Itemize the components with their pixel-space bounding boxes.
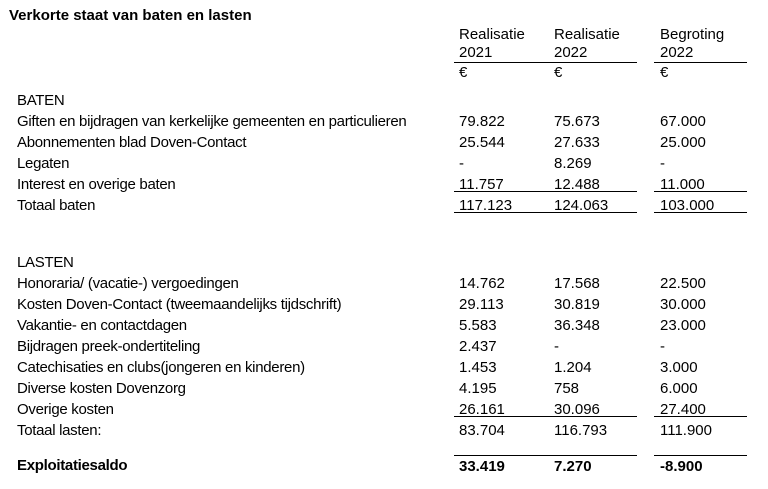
value-realisatie-2021: 1.453	[459, 359, 497, 376]
value-realisatie-2022: 758	[554, 380, 580, 397]
row-label: BATEN	[17, 92, 65, 109]
spacer-row	[9, 234, 768, 252]
value-realisatie-2021: 4.195	[459, 380, 497, 397]
row-label: Totaal baten	[17, 197, 96, 214]
value-realisatie-2022: 8.269	[554, 155, 592, 172]
value-realisatie-2022: -	[554, 338, 559, 355]
value-cols-1-2	[454, 357, 637, 375]
value-begroting-2022: 3.000	[660, 359, 698, 376]
value-realisatie-2021: 14.762	[459, 275, 505, 292]
value-cols-1-2	[454, 455, 637, 473]
column-gap	[637, 455, 654, 456]
row-label: Honoraria/ (vacatie-) vergoedingen	[17, 275, 239, 292]
value-cols-1-2	[454, 90, 637, 108]
table-header-row	[9, 26, 768, 63]
value-realisatie-2022: 36.348	[554, 317, 600, 334]
value-cols-1-2	[454, 336, 637, 354]
header-cols-realisatie	[454, 26, 637, 63]
value-realisatie-2021: 33.419	[459, 458, 505, 475]
table-row	[9, 336, 768, 357]
column-gap	[637, 252, 654, 253]
value-realisatie-2021: 25.544	[459, 134, 505, 151]
table-row	[9, 174, 768, 195]
value-cols-1-2	[454, 252, 637, 270]
row-label: Overige kosten	[17, 401, 114, 418]
value-cols-1-2	[454, 153, 637, 171]
value-realisatie-2022: 124.063	[554, 197, 609, 214]
value-begroting-2022: 11.000	[654, 174, 747, 192]
value-begroting-2022: 6.000	[660, 380, 698, 397]
value-realisatie-2021	[454, 252, 554, 270]
value-realisatie-2022: 17.568	[554, 275, 600, 292]
value-realisatie-2021: 83.704	[459, 422, 505, 439]
value-realisatie-2022: 1.204	[554, 359, 592, 376]
value-realisatie-2022: 30.096	[554, 401, 600, 418]
table-row	[9, 315, 768, 336]
spacer-row	[9, 216, 768, 234]
row-label: Exploitatiesaldo	[17, 457, 128, 474]
value-realisatie-2022: 12.488	[554, 176, 600, 193]
value-realisatie-2021: 26.161	[459, 401, 505, 418]
row-label: Legaten	[17, 155, 70, 172]
page-title: Verkorte staat van baten en lasten	[9, 7, 252, 24]
row-label: Vakantie- en contactdagen	[17, 317, 187, 334]
total-row	[9, 195, 768, 216]
value-realisatie-2021: 5.583	[459, 317, 497, 334]
value-begroting-2022: 23.000	[660, 317, 706, 334]
value-realisatie-2021: 79.822	[459, 113, 505, 130]
row-label: Catechisaties en clubs(jongeren en kinderen)	[17, 359, 305, 376]
currency-symbol-col1: €	[459, 64, 468, 81]
value-realisatie-2021: -	[459, 155, 464, 172]
table-row	[9, 357, 768, 378]
value-begroting-2022: 30.000	[660, 296, 706, 313]
col3-header-line1: Begroting	[660, 26, 725, 43]
column-gap	[637, 399, 654, 400]
col3-header-line2: 2022	[660, 44, 694, 62]
row-label: Kosten Doven-Contact (tweemaandelijks tijdschrift)	[17, 296, 342, 313]
col-header-begroting-2022	[654, 26, 747, 63]
currency-row	[9, 63, 768, 85]
value-begroting-2022: 103.000	[654, 195, 747, 213]
column-gap	[637, 174, 654, 175]
value-cols-1-2	[454, 294, 637, 312]
column-gap	[637, 26, 654, 27]
column-gap	[637, 195, 654, 196]
currency-symbol-col2: €	[554, 64, 563, 81]
row-label: Bijdragen preek-ondertiteling	[17, 338, 201, 355]
currency-symbol-col3: €	[660, 64, 669, 81]
value-realisatie-2021	[454, 90, 554, 108]
value-begroting-2022: 22.500	[660, 275, 706, 292]
value-begroting-2022: 27.400	[654, 399, 747, 417]
value-begroting-2022: 67.000	[660, 113, 706, 130]
table-row	[9, 294, 768, 315]
section-header-row	[9, 252, 768, 273]
income-expense-table	[9, 26, 768, 476]
value-begroting-2022: -8.900	[654, 455, 747, 473]
value-cols-1-2	[454, 378, 637, 396]
value-begroting-2022	[654, 90, 747, 108]
column-gap	[637, 315, 654, 316]
value-realisatie-2021: 29.113	[459, 296, 504, 313]
value-realisatie-2022: 116.793	[554, 422, 608, 439]
value-cols-1-2	[454, 195, 637, 213]
column-gap	[637, 294, 654, 295]
table-row	[9, 273, 768, 294]
total-row	[9, 420, 768, 441]
column-gap	[637, 111, 654, 112]
value-cols-1-2	[454, 174, 637, 192]
value-realisatie-2022: 27.633	[554, 134, 600, 151]
column-gap	[637, 357, 654, 358]
column-gap	[637, 63, 654, 64]
col-header-realisatie-2021	[454, 26, 554, 62]
row-label: Abonnementen blad Doven-Contact	[17, 134, 247, 151]
column-gap	[637, 132, 654, 133]
value-realisatie-2022: 75.673	[554, 113, 600, 130]
col2-header-line1: Realisatie	[554, 26, 620, 43]
value-realisatie-2022: 30.819	[554, 296, 600, 313]
column-gap	[637, 273, 654, 274]
value-realisatie-2022	[554, 252, 637, 270]
table-row	[9, 399, 768, 420]
column-gap	[637, 90, 654, 91]
row-label: Giften en bijdragen van kerkelijke gemeenten en particulieren	[17, 113, 407, 130]
row-label: Totaal lasten:	[17, 422, 102, 439]
value-begroting-2022: 25.000	[660, 134, 706, 151]
value-realisatie-2021: 2.437	[459, 338, 497, 355]
table-body	[9, 90, 768, 476]
value-realisatie-2022: 7.270	[554, 458, 592, 475]
value-cols-1-2	[454, 273, 637, 291]
col1-header-line1: Realisatie	[459, 26, 525, 43]
value-cols-1-2	[454, 111, 637, 129]
value-cols-1-2	[454, 399, 637, 417]
column-gap	[637, 420, 654, 421]
value-cols-1-2	[454, 132, 637, 150]
row-label: Interest en overige baten	[17, 176, 176, 193]
col-header-realisatie-2022	[554, 26, 637, 62]
section-header-row	[9, 90, 768, 111]
spacer-row	[9, 441, 768, 455]
col2-header-line2: 2022	[554, 44, 588, 62]
column-gap	[637, 153, 654, 154]
table-row	[9, 153, 768, 174]
value-begroting-2022	[654, 252, 747, 270]
value-begroting-2022: 111.900	[660, 422, 712, 439]
value-cols-1-2	[454, 420, 637, 438]
value-realisatie-2022	[554, 90, 637, 108]
row-label: LASTEN	[17, 254, 74, 271]
grand-total-row	[9, 455, 768, 476]
column-gap	[637, 378, 654, 379]
table-row	[9, 378, 768, 399]
value-cols-1-2	[454, 315, 637, 333]
value-begroting-2022: -	[660, 338, 665, 355]
col1-header-line2: 2021	[459, 44, 493, 62]
column-gap	[637, 336, 654, 337]
row-label: Diverse kosten Dovenzorg	[17, 380, 186, 397]
value-realisatie-2021: 117.123	[459, 197, 513, 214]
table-row	[9, 132, 768, 153]
currency-cols-1-2	[454, 63, 637, 85]
value-realisatie-2021: 11.757	[459, 176, 504, 193]
table-row	[9, 111, 768, 132]
value-begroting-2022: -	[660, 155, 665, 172]
